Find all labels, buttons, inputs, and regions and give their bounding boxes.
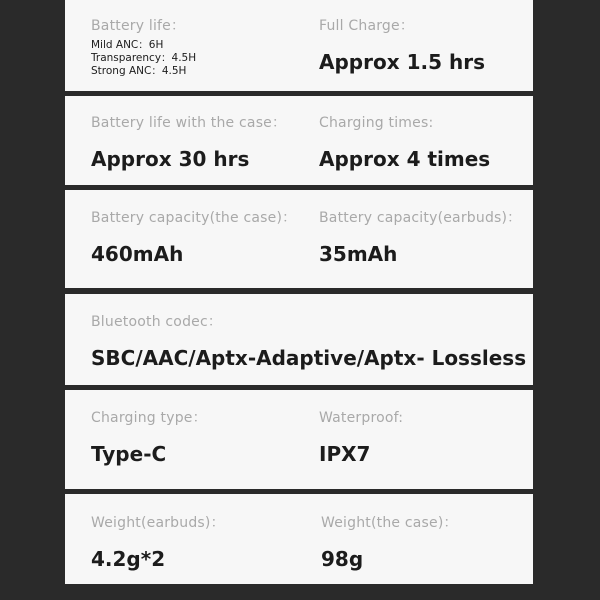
spec-label: Weight(earbuds)： (91, 515, 225, 531)
spec-sheet (65, 0, 533, 584)
spec-charging-type (91, 409, 207, 467)
spec-label: Charging type： (91, 410, 207, 426)
spec-capacity-earbuds (319, 209, 521, 267)
spec-card-weight (65, 494, 533, 584)
spec-value: 460mAh (91, 242, 184, 266)
spec-label: Full Charge： (319, 18, 415, 34)
spec-value: Approx 30 hrs (91, 147, 250, 171)
spec-battery-life (91, 17, 196, 78)
spec-waterproof (319, 409, 403, 467)
battery-life-modes (91, 39, 196, 78)
spec-value: Approx 4 times (319, 147, 491, 171)
spec-label: Battery capacity(earbuds)： (319, 210, 522, 226)
spec-label: Waterproof: (319, 410, 404, 426)
spec-bluetooth-codec (91, 313, 526, 371)
spec-value: Type-C (91, 442, 167, 466)
spec-value: SBC/AAC/Aptx-Adaptive/Aptx- Lossless (91, 346, 527, 370)
spec-card-codec (65, 294, 533, 385)
mode-line: Strong ANC：4.5H (91, 65, 187, 77)
spec-label: Weight(the case)： (321, 515, 458, 531)
spec-value: 98g (321, 547, 364, 571)
spec-label: Battery life： (91, 18, 186, 34)
spec-label: Bluetooth codec： (91, 314, 223, 330)
spec-value: IPX7 (319, 442, 371, 466)
spec-charging-times (319, 114, 490, 172)
spec-value: 35mAh (319, 242, 398, 266)
spec-card-battery-life (65, 0, 533, 91)
spec-card-capacity (65, 190, 533, 288)
spec-label: Charging times: (319, 115, 434, 131)
spec-label: Battery capacity(the case)： (91, 210, 297, 226)
mode-line: Mild ANC：6H (91, 39, 164, 51)
spec-weight-case (321, 514, 458, 572)
spec-battery-with-case (91, 114, 286, 172)
spec-card-case-battery (65, 96, 533, 185)
spec-full-charge (319, 17, 485, 75)
spec-value: 4.2g*2 (91, 547, 166, 571)
mode-line: Transparency：4.5H (91, 52, 197, 64)
spec-card-charging-waterproof (65, 390, 533, 489)
spec-label: Battery life with the case： (91, 115, 287, 131)
spec-weight-earbuds (91, 514, 225, 572)
spec-value: Approx 1.5 hrs (319, 50, 485, 74)
spec-capacity-case (91, 209, 296, 267)
